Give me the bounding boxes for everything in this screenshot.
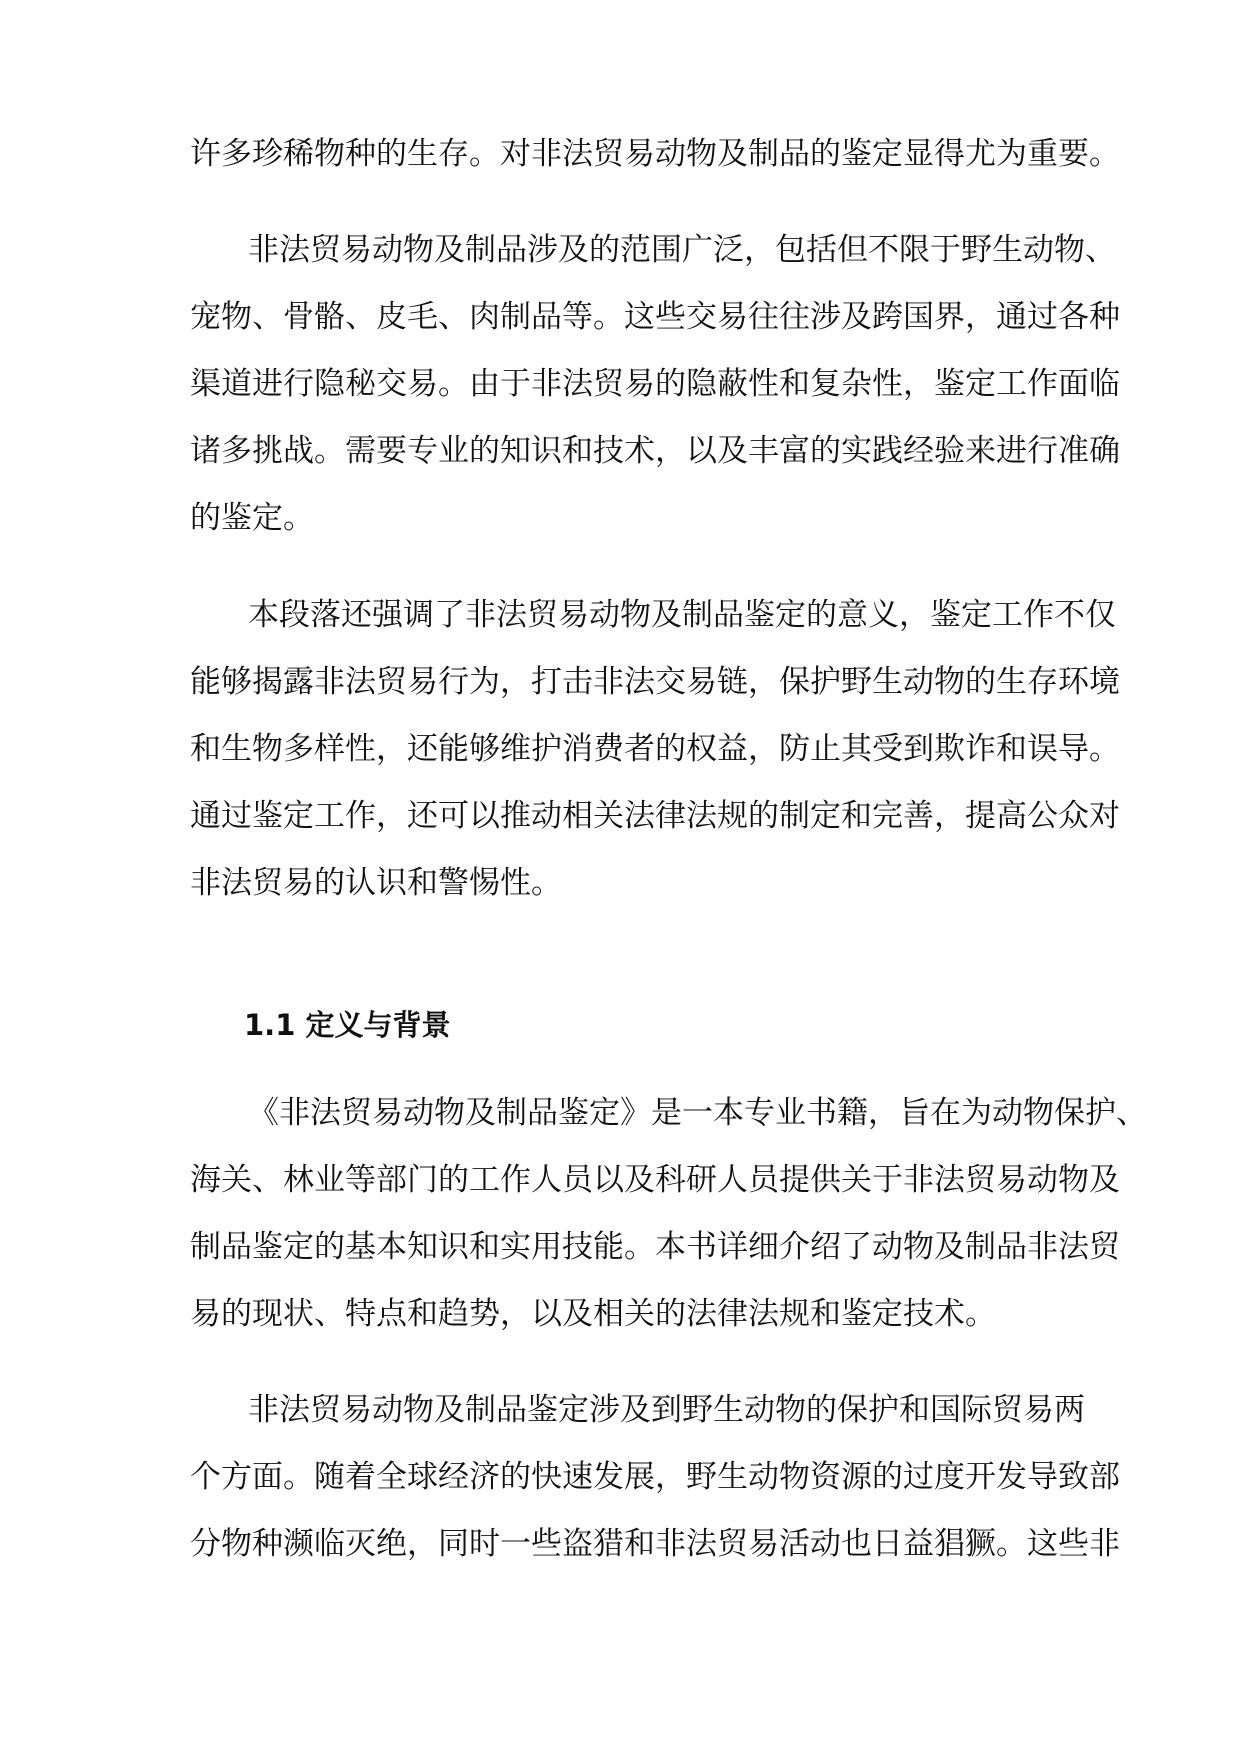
paragraph-line: 《非法贸易动物及制品鉴定》是一本专业书籍，旨在为动物保护、: [248, 1095, 1147, 1131]
paragraph-line: 许多珍稀物种的生存。对非法贸易动物及制品的鉴定显得尤为重要。: [190, 136, 1120, 172]
paragraph-line: 通过鉴定工作，还可以推动相关法律法规的制定和完善，提高公众对: [190, 798, 1120, 834]
paragraph-line: 宠物、骨骼、皮毛、肉制品等。这些交易往往涉及跨国界，通过各种: [190, 299, 1120, 335]
paragraph-line: 分物种濒临灭绝，同时一些盗猎和非法贸易活动也日益猖獗。这些非: [190, 1526, 1120, 1562]
paragraph-line: 非法贸易的认识和警惕性。: [190, 865, 562, 901]
paragraph-line: 易的现状、特点和趋势，以及相关的法律法规和鉴定技术。: [190, 1296, 996, 1332]
paragraph-line: 的鉴定。: [190, 500, 314, 536]
paragraph-line: 非法贸易动物及制品涉及的范围广泛，包括但不限于野生动物、: [248, 232, 1116, 268]
paragraph-line: 制品鉴定的基本知识和实用技能。本书详细介绍了动物及制品非法贸: [190, 1229, 1120, 1265]
paragraph-line: 渠道进行隐秘交易。由于非法贸易的隐蔽性和复杂性，鉴定工作面临: [190, 366, 1120, 402]
section-heading: 1.1 定义与背景: [244, 1008, 451, 1042]
paragraph-line: 和生物多样性，还能够维护消费者的权益，防止其受到欺诈和误导。: [190, 731, 1120, 767]
paragraph-line: 个方面。随着全球经济的快速发展，野生动物资源的过度开发导致部: [190, 1459, 1120, 1495]
paragraph-line: 本段落还强调了非法贸易动物及制品鉴定的意义，鉴定工作不仅: [248, 597, 1116, 633]
paragraph-line: 能够揭露非法贸易行为，打击非法交易链，保护野生动物的生存环境: [190, 664, 1120, 700]
paragraph-line: 非法贸易动物及制品鉴定涉及到野生动物的保护和国际贸易两: [248, 1392, 1085, 1428]
paragraph-line: 海关、林业等部门的工作人员以及科研人员提供关于非法贸易动物及: [190, 1162, 1120, 1198]
paragraph-line: 诸多挑战。需要专业的知识和技术，以及丰富的实践经验来进行准确: [190, 433, 1120, 469]
